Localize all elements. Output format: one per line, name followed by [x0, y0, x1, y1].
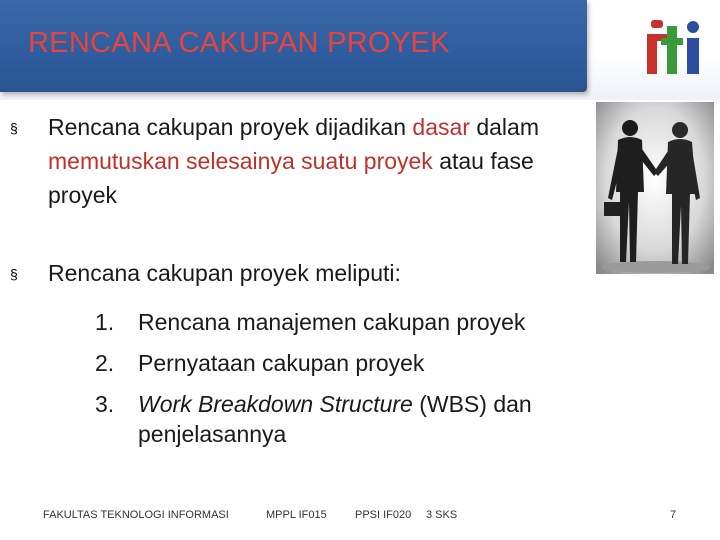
footer-faculty: FAKULTAS TEKNOLOGI INFORMASI — [43, 509, 229, 521]
scope-plan-list — [95, 302, 595, 449]
handshake-photo-icon — [596, 102, 714, 274]
fti-logo-icon — [645, 14, 705, 76]
bullet1-part-5: atau fase — [432, 148, 534, 174]
list-item-text: (WBS) dan — [412, 391, 532, 417]
title-banner — [0, 0, 587, 92]
bullet-marker-1: § — [10, 120, 18, 136]
list-item — [95, 302, 595, 343]
list-item — [95, 343, 595, 384]
bullet1-part-6: proyek — [48, 182, 118, 208]
list-item-text: penjelasannya — [138, 421, 287, 447]
bullet1-highlight-dasar: dasar — [412, 114, 470, 140]
bullet1-part-1: Rencana cakupan proyek dijadikan — [48, 114, 413, 140]
slide-title: RENCANA CAKUPAN PROYEK — [28, 27, 450, 59]
list-item-italic-text: Work Breakdown Structure — [138, 391, 413, 417]
list-number: 2. — [95, 350, 115, 376]
footer-course-code-1: MPPL IF015 — [266, 509, 327, 521]
bullet1-highlight-memutuskan: memutuskan selesainya suatu proyek — [48, 148, 433, 174]
footer-course-code-2: PPSI IF020 — [355, 509, 412, 521]
list-number: 3. — [95, 391, 115, 417]
list-item-text: Rencana manajemen cakupan proyek — [138, 309, 526, 335]
bullet-marker-2: § — [10, 266, 18, 282]
footer-page-number: 7 — [670, 509, 677, 521]
list-item-text: Pernyataan cakupan proyek — [138, 350, 425, 376]
bullet1-part-3: dalam — [469, 114, 539, 140]
footer-credits: 3 SKS — [426, 509, 458, 521]
bullet-text-1 — [48, 110, 598, 212]
list-item-continuation — [95, 419, 595, 449]
bullet-text-2: Rencana cakupan proyek meliputi: — [48, 260, 401, 286]
list-number: 1. — [95, 309, 115, 335]
